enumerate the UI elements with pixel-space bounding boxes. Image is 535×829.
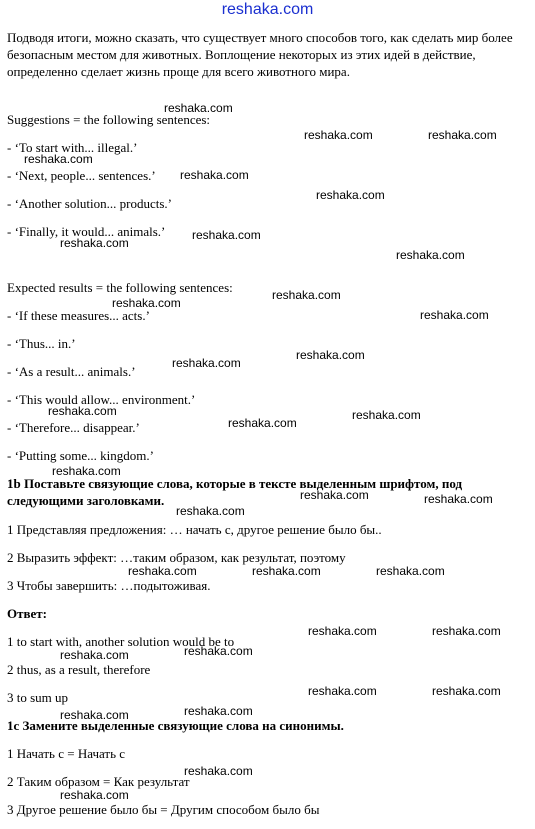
answer-item: 3 to sum up <box>7 690 69 705</box>
watermark-text: reshaka.com <box>316 188 385 202</box>
watermark-text: reshaka.com <box>128 564 197 578</box>
watermark-text: reshaka.com <box>308 624 377 638</box>
intro-paragraph: Подводя итоги, можно сказать, что существует много способов того, как сделать мир более безопасным местом для животных. Воплощение некоторых из этих идей в действие, определенно сделает жизнь проще для всего животного мира. <box>7 30 513 79</box>
watermark-text: reshaka.com <box>52 464 121 478</box>
task-1b-item: 2 Выразить эффект: …таким образом, как результат, поэтому <box>7 550 346 565</box>
watermark-text: reshaka.com <box>252 564 321 578</box>
watermark-text: reshaka.com <box>272 288 341 302</box>
result-item: - ‘Thus... in.’ <box>7 336 76 351</box>
suggestion-item: - ‘Finally, it would... animals.’ <box>7 224 166 239</box>
task-1b-item: 3 Чтобы завершить: …подытоживая. <box>7 578 211 593</box>
watermark-text: reshaka.com <box>180 168 249 182</box>
site-title[interactable]: reshaka.com <box>221 1 314 18</box>
watermark-text: reshaka.com <box>184 644 253 658</box>
suggestion-item: - ‘Another solution... products.’ <box>7 196 173 211</box>
watermark-text: reshaka.com <box>176 504 245 518</box>
watermark-text: reshaka.com <box>352 408 421 422</box>
watermark-text: reshaka.com <box>432 624 501 638</box>
suggestion-item: - ‘To start with... illegal.’ <box>7 140 138 155</box>
watermark-text: reshaka.com <box>60 648 129 662</box>
answer-heading: Ответ: <box>7 606 48 621</box>
result-item: - ‘This would allow... environment.’ <box>7 392 196 407</box>
watermark-text: reshaka.com <box>396 248 465 262</box>
task-1c-item: 1 Начать с = Начать с <box>7 746 126 761</box>
watermark-text: reshaka.com <box>376 564 445 578</box>
watermark-text: reshaka.com <box>60 708 129 722</box>
task-1c-heading: 1c Замените выделенные связующие слова на синонимы. <box>7 718 344 733</box>
watermark-text: reshaka.com <box>172 356 241 370</box>
task-1c-item: 3 Другое решение было бы = Другим способом было бы <box>7 802 320 817</box>
watermark-text: reshaka.com <box>428 128 497 142</box>
task-1b-item: 1 Представляя предложения: … начать с, другое решение было бы.. <box>7 522 382 537</box>
watermark-text: reshaka.com <box>112 296 181 310</box>
watermark-text: reshaka.com <box>184 764 253 778</box>
answer-item: 2 thus, as a result, therefore <box>7 662 151 677</box>
watermark-text: reshaka.com <box>228 416 297 430</box>
watermark-text: reshaka.com <box>60 788 129 802</box>
watermark-text: reshaka.com <box>308 684 377 698</box>
watermark-text: reshaka.com <box>432 684 501 698</box>
watermark-text: reshaka.com <box>24 152 93 166</box>
suggestion-item: - ‘Next, people... sentences.’ <box>7 168 156 183</box>
task-1b-heading: 1b Поставьте связующие слова, которые в тексте выделенным шрифтом, под следующими заголовками. <box>7 476 463 508</box>
watermark-text: reshaka.com <box>296 348 365 362</box>
watermark-text: reshaka.com <box>60 236 129 250</box>
watermark-text: reshaka.com <box>48 404 117 418</box>
result-item: - ‘If these measures... acts.’ <box>7 308 150 323</box>
watermark-text: reshaka.com <box>304 128 373 142</box>
result-item: - ‘As a result... animals.’ <box>7 364 136 379</box>
watermark-text: reshaka.com <box>420 308 489 322</box>
watermark-text: reshaka.com <box>300 488 369 502</box>
result-item: - ‘Putting some... kingdom.’ <box>7 448 154 463</box>
watermark-text: reshaka.com <box>184 704 253 718</box>
results-heading: Expected results = the following sentences: <box>7 280 233 295</box>
suggestions-heading: Suggestions = the following sentences: <box>7 112 211 127</box>
watermark-text: reshaka.com <box>424 492 493 506</box>
watermark-text: reshaka.com <box>192 228 261 242</box>
answer-item: 1 to start with, another solution would be to <box>7 634 235 649</box>
task-1c-item: 2 Таким образом = Как результат <box>7 774 190 789</box>
result-item: - ‘Therefore... disappear.’ <box>7 420 140 435</box>
watermark-text: reshaka.com <box>164 101 233 115</box>
